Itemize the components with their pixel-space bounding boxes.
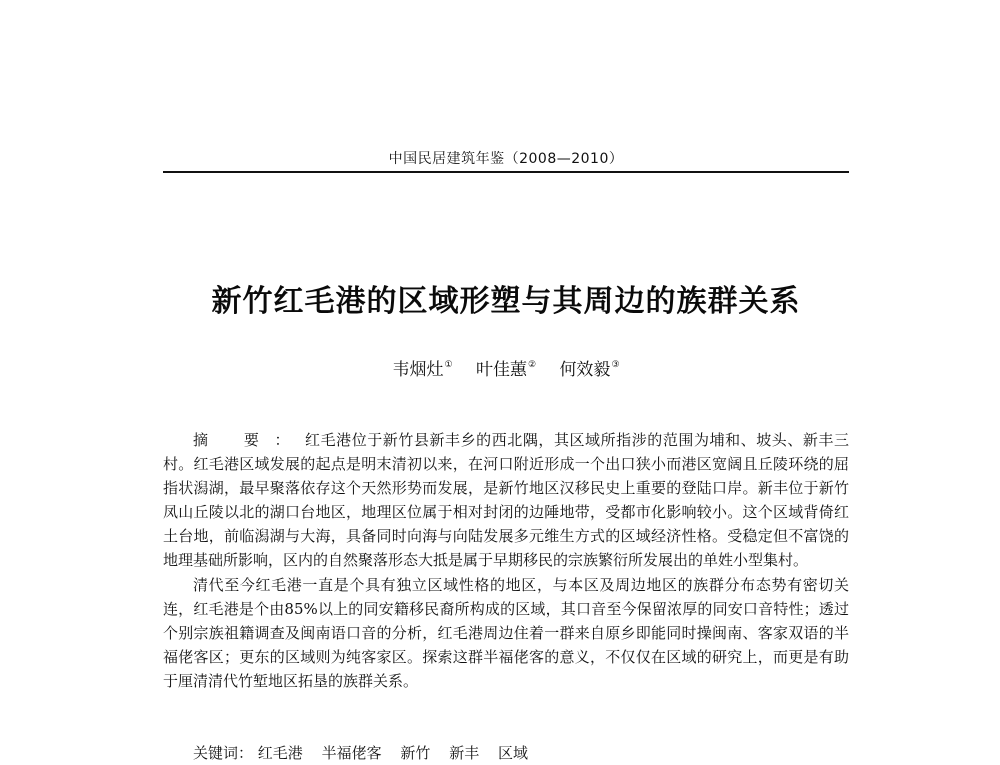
author-list: [163, 355, 849, 380]
abstract: [163, 428, 849, 693]
keyword: 新丰: [449, 744, 480, 762]
abstract-paragraph: 清代至今红毛港一直是个具有独立区域性格的地区，与本区及周边地区的族群分布态势有密切关连，红毛港是个由85%以上的同安籍移民裔所构成的区域，其口音至今保留浓厚的同安口音特性；透过个别宗族祖籍调查及闽南语口音的分析，红毛港周边住着一群来自原乡即能同时操闽南、客家双语的半福佬客区；更东的区域则为纯客家区。探索这群半福佬客的意义，不仅仅在区域的研究上，而更是有助于厘清清代竹堑地区拓垦的族群关系。: [163, 575, 849, 690]
author-footnote-mark: ③: [611, 360, 620, 370]
author: [559, 355, 619, 380]
keyword: 新竹: [400, 744, 431, 762]
article-title: 新竹红毛港的区域形塑与其周边的族群关系: [211, 284, 801, 319]
author-footnote-mark: ②: [527, 360, 537, 370]
running-header: 中国民居建筑年鉴（2008—2010）: [388, 151, 624, 167]
author-name: 何效毅: [559, 360, 611, 380]
abstract-text: 红毛港位于新竹县新丰乡的西北隅，其区域所指涉的范围为埔和、坡头、新丰三村。红毛港区域发展的起点是明末清初以来，在河口附近形成一个出口狭小而港区宽阔且丘陵环绕的屈指状潟湖，最早聚落依存这个天然形势而发展，是新竹地区汉移民史上重要的登陆口岸。新丰位于新竹凤山丘陵以北的湖口台地区，地理区位属于相对封闭的边陲地带，受都市化影响较小。这个区域背倚红土台地，前临潟湖与大海，具备同时向海与向陆发展多元维生方式的区域经济性格。受稳定但不富饶的地理基础所影响，区内的自然聚落形态大抵是属于早期移民的宗族繁衍所发展出的单姓小型集村。: [163, 431, 849, 570]
abstract-paragraph: [163, 428, 849, 573]
keyword: 半福佬客: [321, 744, 382, 762]
author: [476, 355, 536, 380]
author-footnote-mark: ①: [444, 360, 453, 370]
author-name: 韦烟灶: [392, 360, 444, 380]
keywords-label: 关键词：: [193, 744, 254, 762]
keyword: 红毛港: [257, 744, 303, 762]
author-name: 叶佳蕙: [475, 360, 527, 380]
author: [392, 355, 452, 380]
keywords: [163, 741, 849, 765]
abstract-label: 摘 要：: [193, 431, 306, 449]
keyword: 区域: [497, 744, 528, 762]
header-rule: [163, 171, 849, 173]
